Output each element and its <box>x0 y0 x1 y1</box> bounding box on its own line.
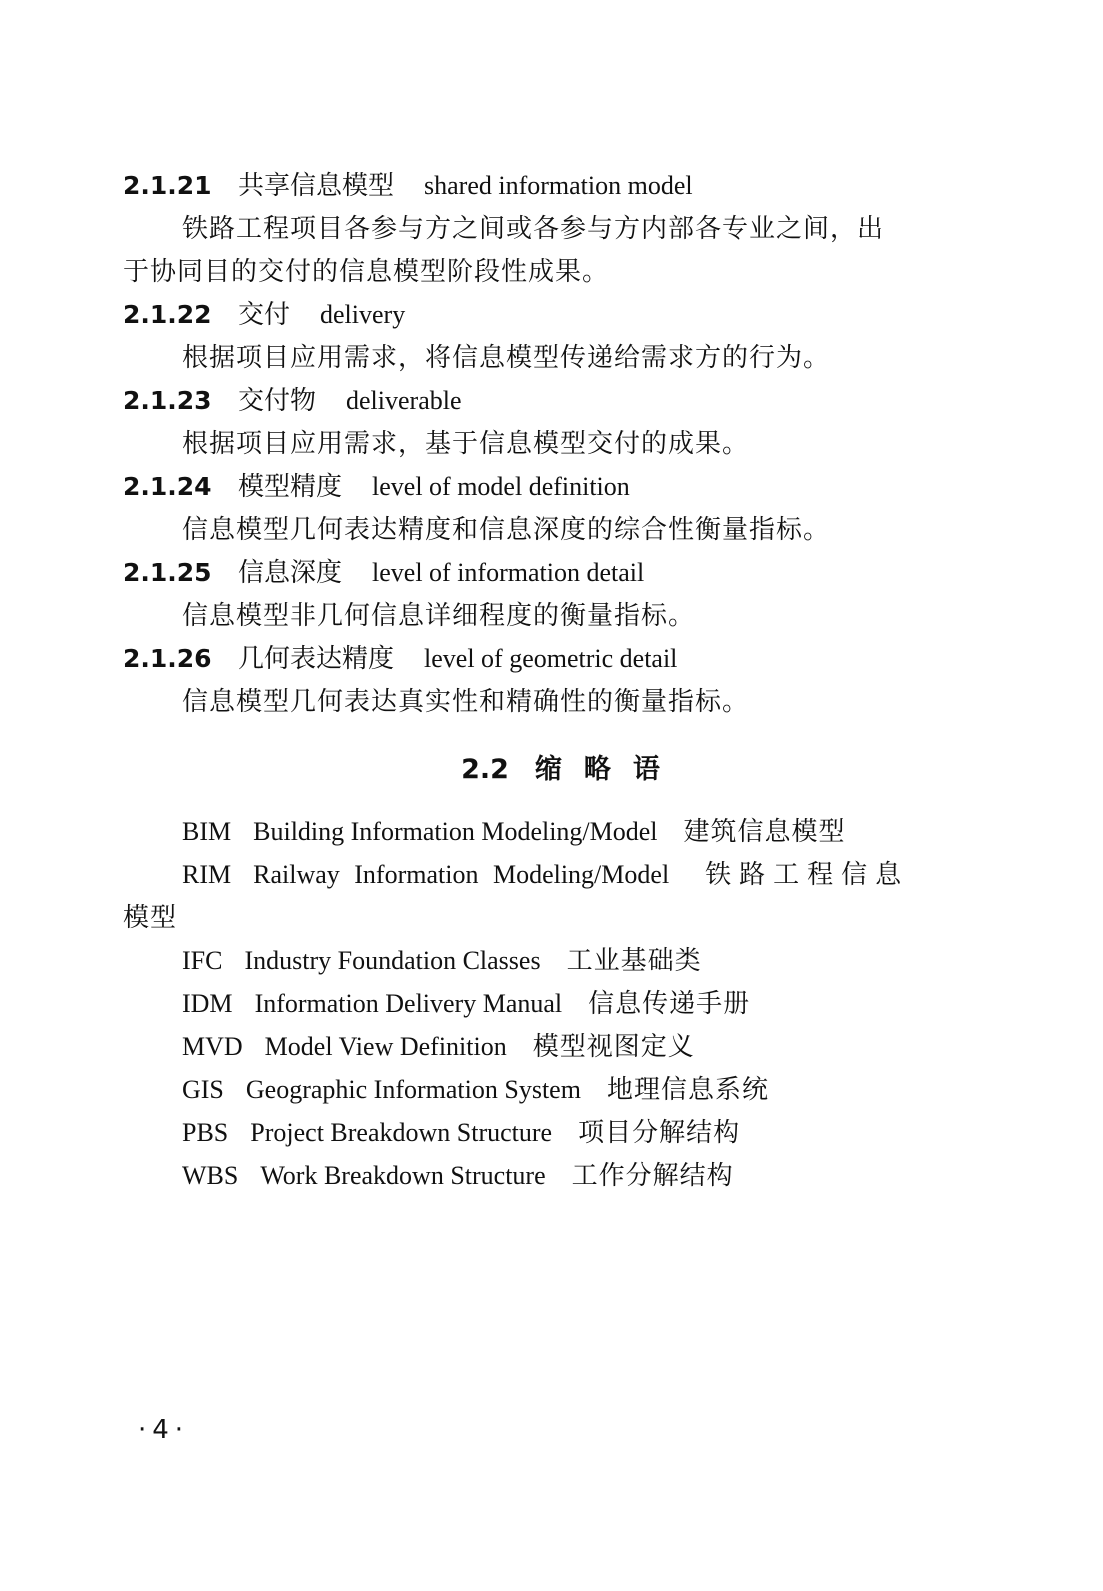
section-heading <box>0 752 1103 788</box>
term-english-name: delivery <box>320 300 406 329</box>
term-english-name: level of model definition <box>372 472 630 501</box>
abbreviation-row <box>182 858 909 892</box>
term-chinese-name: 交付 <box>238 300 291 330</box>
term-heading-2-1-23 <box>123 384 462 418</box>
abbreviation-row <box>182 1159 734 1193</box>
term-chinese-name: 模型精度 <box>238 472 343 502</box>
term-chinese-name: 交付物 <box>238 386 317 416</box>
term-definition: 根据项目应用需求，基于信息模型交付的成果。 <box>182 429 750 459</box>
abbreviation-row <box>182 944 702 978</box>
term-chinese-name: 几何表达精度 <box>238 644 395 674</box>
term-number: 2.1.22 <box>123 300 212 329</box>
abbreviation-row <box>182 815 846 849</box>
term-definition: 根据项目应用需求，将信息模型传递给需求方的行为。 <box>182 343 831 373</box>
abbreviation-chinese: 项目分解结构 <box>578 1118 741 1148</box>
term-number: 2.1.21 <box>123 171 212 200</box>
term-number: 2.1.25 <box>123 558 212 587</box>
abbreviation-row <box>182 1030 695 1064</box>
abbreviation-chinese: 地理信息系统 <box>606 1075 769 1105</box>
abbreviation-chinese: 信息传递手册 <box>588 989 751 1019</box>
term-number: 2.1.24 <box>123 472 212 501</box>
abbreviation-code: RIM <box>182 860 232 889</box>
abbreviation-chinese-continued: 模型 <box>123 903 178 933</box>
abbreviation-row <box>182 987 750 1021</box>
abbreviation-code: BIM <box>182 817 232 846</box>
abbreviation-english: Information Delivery Manual <box>254 989 563 1018</box>
abbreviation-code: IFC <box>182 946 223 975</box>
term-definition: 信息模型非几何信息详细程度的衡量指标。 <box>182 601 696 631</box>
section-number: 2.2 <box>461 754 509 785</box>
abbreviation-chinese: 工作分解结构 <box>571 1161 734 1191</box>
term-heading-2-1-22 <box>123 298 405 332</box>
abbreviation-code: WBS <box>182 1161 239 1190</box>
term-heading-2-1-26 <box>123 642 677 676</box>
abbreviation-chinese: 工业基础类 <box>566 946 702 976</box>
term-chinese-name: 共享信息模型 <box>238 171 395 201</box>
abbreviation-english: Geographic Information System <box>245 1075 581 1104</box>
term-number: 2.1.26 <box>123 644 212 673</box>
abbreviation-english: Building Information Modeling/Model <box>253 817 658 846</box>
term-english-name: level of geometric detail <box>424 644 678 673</box>
term-definition: 信息模型几何表达真实性和精确性的衡量指标。 <box>182 687 750 717</box>
term-number: 2.1.23 <box>123 386 212 415</box>
abbreviation-code: IDM <box>182 989 233 1018</box>
abbreviation-chinese: 建筑信息模型 <box>683 817 846 847</box>
abbreviation-code: PBS <box>182 1118 229 1147</box>
abbreviation-english: Railway Information Modeling/Model <box>253 860 670 889</box>
term-english-name: level of information detail <box>372 558 645 587</box>
abbreviation-english: Work Breakdown Structure <box>260 1161 546 1190</box>
abbreviation-chinese: 模型视图定义 <box>532 1032 695 1062</box>
abbreviation-row <box>182 1116 740 1150</box>
term-definition: 铁路工程项目各参与方之间或各参与方内部各专业之间，出 <box>182 214 885 244</box>
term-chinese-name: 信息深度 <box>238 558 343 588</box>
abbreviation-row <box>182 1073 769 1107</box>
abbreviation-english: Project Breakdown Structure <box>250 1118 553 1147</box>
abbreviation-code: MVD <box>182 1032 243 1061</box>
term-heading-2-1-24 <box>123 470 630 504</box>
abbreviation-code: GIS <box>182 1075 224 1104</box>
term-definition-continued: 于协同目的交付的信息模型阶段性成果。 <box>123 257 610 287</box>
abbreviation-english: Model View Definition <box>264 1032 507 1061</box>
abbreviation-chinese: 铁路工程信息 <box>705 860 910 890</box>
term-heading-2-1-25 <box>123 556 644 590</box>
abbreviation-english: Industry Foundation Classes <box>244 946 541 975</box>
page-number: ·4· <box>138 1415 190 1445</box>
term-english-name: deliverable <box>346 386 462 415</box>
section-title: 缩略语 <box>534 754 682 785</box>
term-definition: 信息模型几何表达精度和信息深度的综合性衡量指标。 <box>182 515 831 545</box>
term-heading-2-1-21 <box>123 169 693 203</box>
term-english-name: shared information model <box>424 171 693 200</box>
